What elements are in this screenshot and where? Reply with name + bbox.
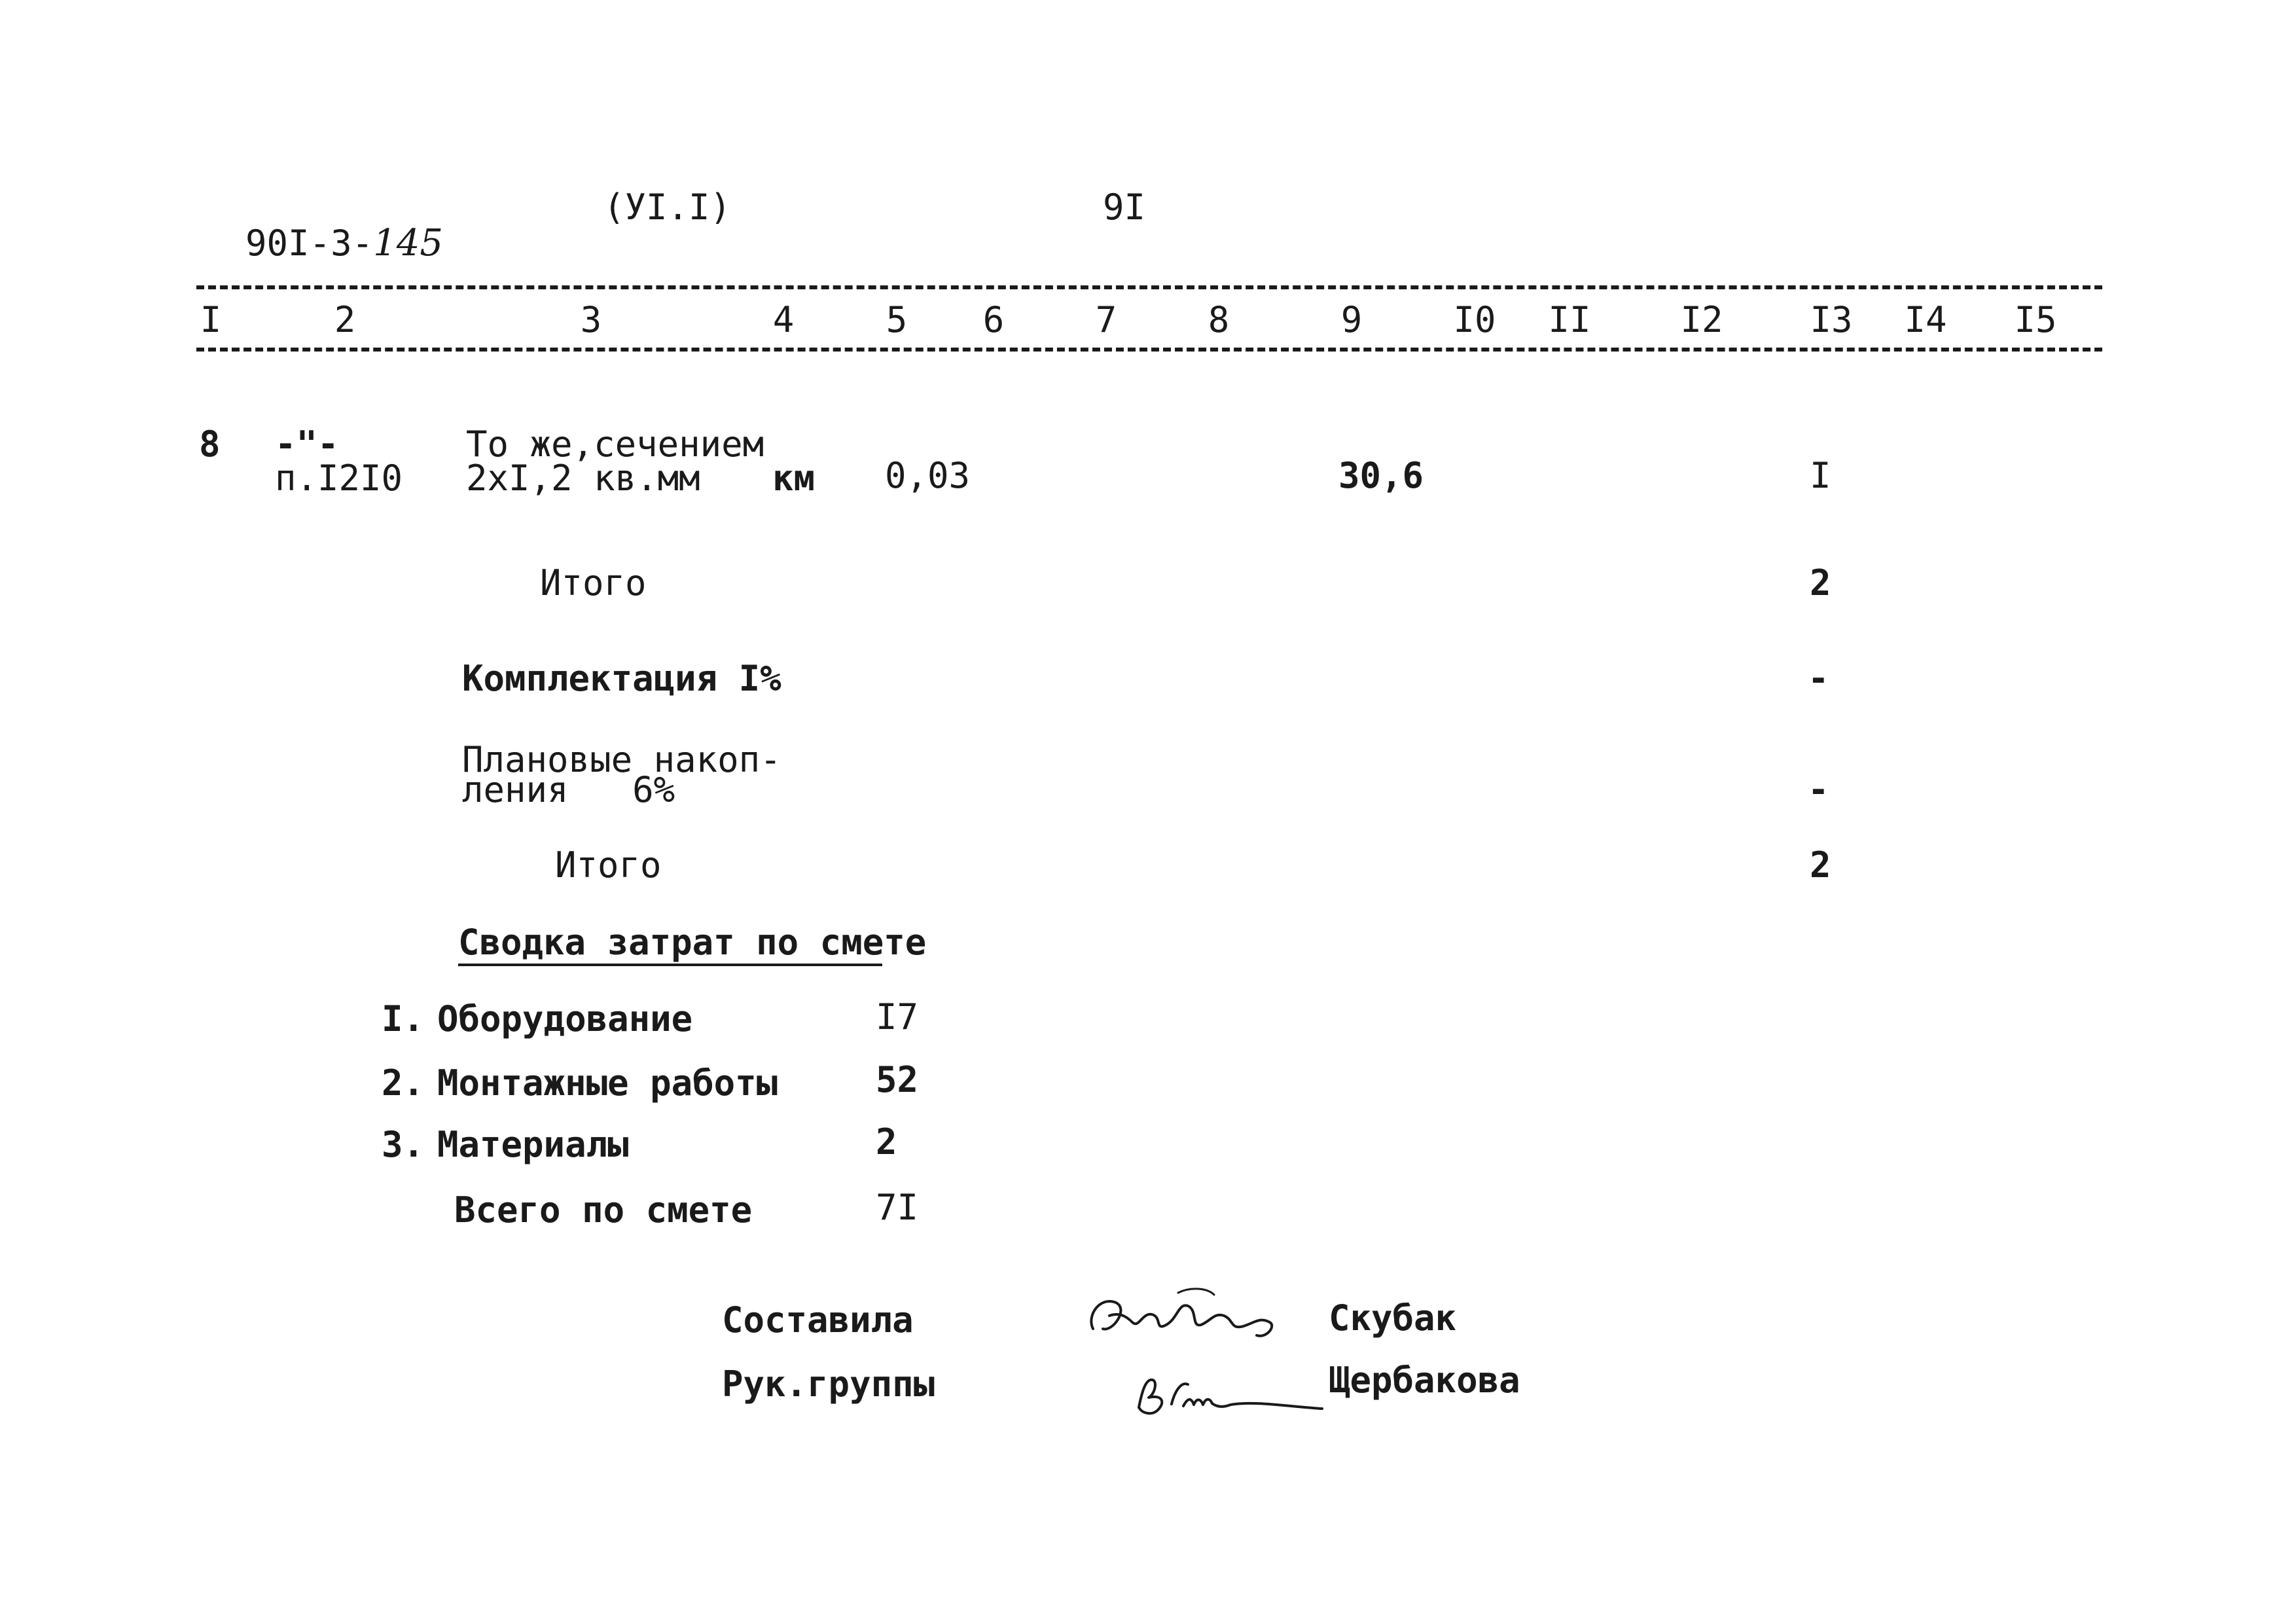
section-code: (УI.I) [603, 187, 732, 228]
cost-item-value: 2 [876, 1121, 897, 1163]
column-header: 3 [580, 299, 602, 340]
column-header: II [1548, 299, 1591, 340]
compiled-signature [1080, 1276, 1289, 1348]
cost-item-number: I. [382, 998, 425, 1039]
compiled-by-label: Составила [722, 1299, 914, 1341]
cost-item-number: 3. [382, 1124, 425, 1165]
cost-item-value: I7 [876, 996, 919, 1038]
row-description-line1: То же,сечением [466, 424, 764, 465]
cost-item-label: Монтажные работы [437, 1062, 778, 1104]
cost-item-number: 2. [382, 1062, 425, 1104]
subtotal2-value: 2 [1810, 844, 1831, 886]
column-header: 9 [1340, 299, 1363, 340]
document-code-handwritten: 145 [373, 222, 443, 264]
group-head-label: Рук.группы [722, 1363, 935, 1405]
group-head-signature [1126, 1362, 1335, 1434]
cost-item-label: Материалы [437, 1124, 629, 1165]
column-header: I2 [1680, 299, 1723, 340]
column-header: I3 [1810, 299, 1853, 340]
cost-total-label: Всего по смете [454, 1189, 753, 1231]
column-header: 2 [334, 299, 356, 340]
header-rule-bottom [196, 348, 2102, 352]
row-ditto: -"- [275, 424, 339, 465]
column-header: 8 [1208, 299, 1230, 340]
plan-value: - [1808, 769, 1829, 810]
row-number: 8 [199, 424, 221, 465]
subtotal2-label: Итого [555, 844, 662, 886]
column-header: 4 [772, 299, 795, 340]
row-total: I [1810, 455, 1831, 496]
compiled-by-name: Скубак [1329, 1297, 1457, 1339]
document-code [203, 190, 443, 262]
row-price: 30,6 [1338, 455, 1424, 496]
cost-summary-title: Сводка затрат по смете [458, 922, 927, 963]
row-description-line2: 2хI,2 кв.мм [466, 458, 700, 499]
subtotal-label: Итого [540, 562, 647, 604]
row-unit: км [772, 458, 816, 499]
cost-summary-title-underline [458, 964, 882, 966]
column-header: I5 [2014, 299, 2057, 340]
cost-item-value: 52 [876, 1059, 919, 1100]
column-header: 6 [982, 299, 1005, 340]
plan-label-line2: ления 6% [462, 769, 675, 810]
header-rule-top [196, 285, 2102, 289]
kompl-label: Комплектация I% [462, 658, 781, 699]
kompl-value: - [1808, 658, 1829, 699]
row-quantity: 0,03 [885, 455, 971, 496]
column-header: I4 [1904, 299, 1947, 340]
cost-item-label: Оборудование [437, 998, 693, 1039]
column-header: 5 [886, 299, 908, 340]
group-head-name: Щербакова [1329, 1360, 1520, 1401]
cost-total-value: 7I [876, 1187, 919, 1228]
column-header: I0 [1453, 299, 1496, 340]
column-header: 7 [1095, 299, 1117, 340]
page-number: 9I [1103, 187, 1146, 228]
plan-label-line1: Плановые накоп- [462, 739, 781, 780]
row-reference: п.I2I0 [275, 458, 403, 499]
column-header: I [200, 299, 222, 340]
document-code-prefix: 90I-3- [245, 223, 374, 264]
subtotal-value: 2 [1810, 562, 1831, 604]
